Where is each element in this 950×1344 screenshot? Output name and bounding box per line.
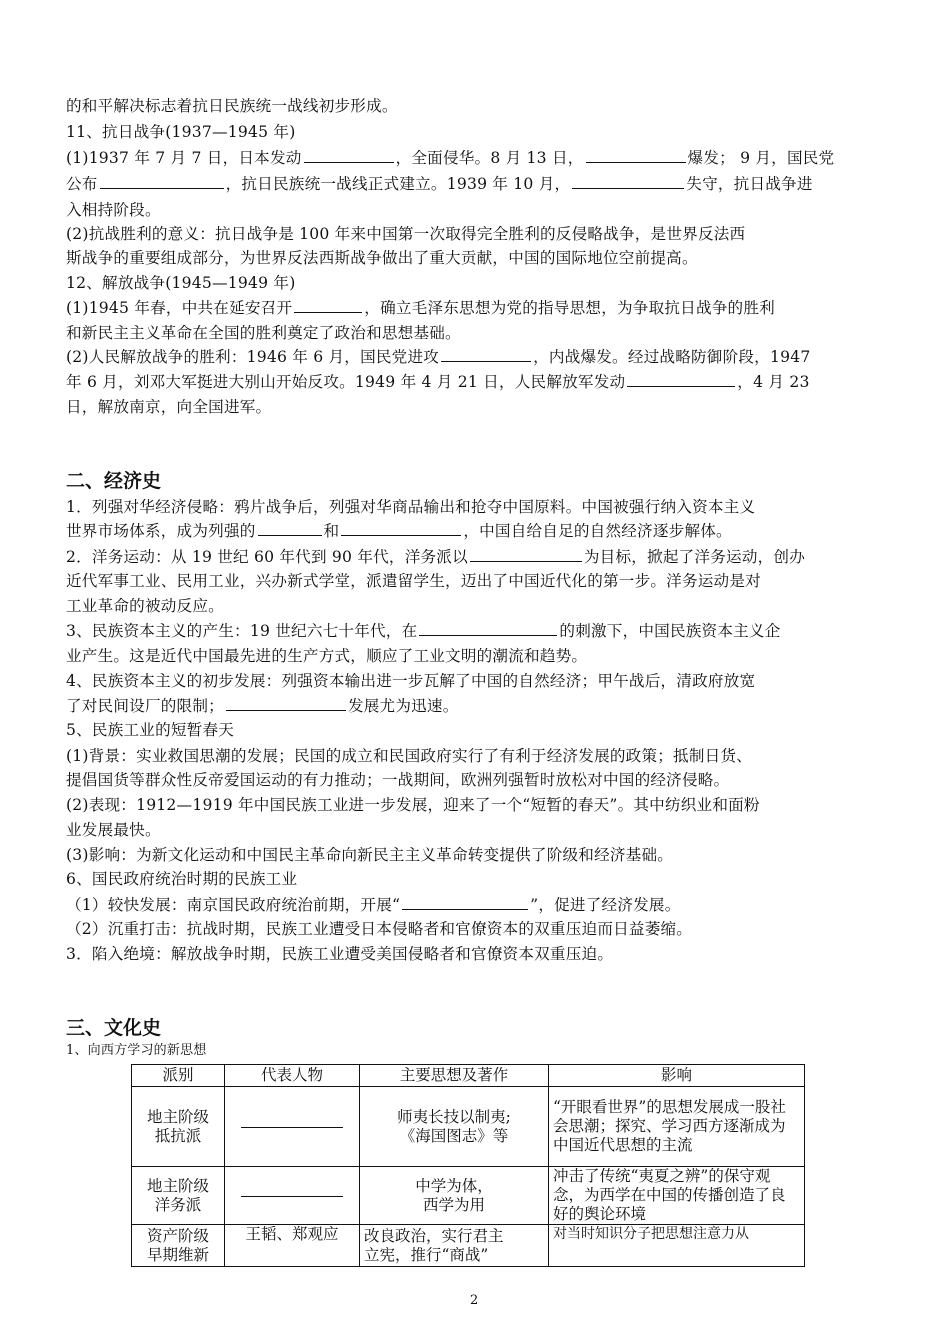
table-header-row [132,1065,805,1087]
fill-blank[interactable] [241,1195,343,1197]
fill-blank[interactable] [572,173,684,189]
person-cell: 王韬、郑观应 [225,1225,360,1267]
text-line: 2．洋务运动：从 19 世纪 60 年代到 90 年代，洋务派以 为目标，掀起了洋务运动，创办 [66,548,805,566]
text-line: (1)背景：实业救国思潮的发展；民国的成立和民国政府实行了有利于经济发展的政策；抵制日货、 [66,747,753,765]
table-row [132,1225,805,1267]
fill-blank[interactable] [441,346,531,362]
text-line: 年 6 月，刘邓大军挺进大别山开始反攻。1949 年 4 月 21 日，人民解放军发动 ，4 月 23 [66,373,810,391]
table-row [132,1167,805,1225]
fill-blank[interactable] [226,695,346,711]
impact-cell: 对当时知识分子把思想注意力从 [549,1225,805,1267]
text-line: 近代军事工业、民用工业，兴办新式学堂，派遣留学生，迈出了中国近代化的第一步。洋务运动是对 [66,572,761,590]
page-number: 2 [470,1293,479,1308]
text-line: (2)表现：1912—1919 年中国民族工业进一步发展，迎来了一个“短暂的春天”。其中纺织业和面粉 [66,796,760,814]
fill-blank[interactable] [470,546,582,562]
text-line: 入相持阶段。 [66,201,161,219]
column-header: 主要思想及著作 [360,1065,549,1087]
text-line: 6、国民政府统治时期的民族工业 [66,870,298,888]
text-line: 工业革命的被动反应。 [66,597,224,615]
fill-blank[interactable] [419,620,557,636]
fill-blank[interactable] [586,147,686,163]
text-line: 业发展最快。 [66,821,161,839]
thought-cell: 中学为体， 西学为用 [360,1167,549,1225]
table-row [132,1087,805,1167]
fill-blank[interactable] [304,147,394,163]
text-line: 3．陷入绝境：解放战争时期，民族工业遭受美国侵略者和官僚资本双重压迫。 [66,945,614,963]
section-heading-liberation-war: 12、解放战争(1945—1949 年) [66,274,296,292]
text-line: 日，解放南京，向全国进军。 [66,398,272,416]
fill-blank[interactable] [402,894,528,910]
fill-blank[interactable] [258,520,322,536]
text-line: 提倡国货等群众性反帝爱国运动的有力推动；一战期间，欧洲列强暂时放松对中国的经济侵略。 [66,771,730,789]
text-line: (2)人民解放战争的胜利：1946 年 6 月，国民党进攻 ，内战爆发。经过战略防御阶段，1947 [66,348,811,366]
text-line: 了对民间设厂的限制； 发展尤为迅速。 [66,697,459,715]
person-cell[interactable] [225,1087,360,1167]
column-header: 代表人物 [225,1065,360,1087]
fill-blank[interactable] [341,520,461,536]
text-line: （1）较快发展：南京国民政府统治前期，开展“ ”，促进了经济发展。 [66,896,681,914]
text-line: 业产生。这是近代中国最先进的生产方式，顺应了工业文明的潮流和趋势。 [66,647,588,665]
text-line: 公布 ，抗日民族统一战线正式建立。1939 年 10 月， 失守，抗日战争进 [66,175,813,193]
text-line: 世界市场体系，成为列强的 和 ，中国自给自足的自然经济逐步解体。 [66,522,732,540]
table-caption: 1、向西方学习的新思想 [66,1043,207,1058]
sect-cell: 地主阶级 抵抗派 [132,1087,225,1167]
impact-cell: 冲击了传统“夷夏之辨”的保守观念，为西学在中国的传播创造了良好的舆论环境 [549,1167,805,1225]
western-learning-table [131,1064,805,1267]
text-line: 4、民族资本主义的初步发展：列强资本输出进一步瓦解了中国的自然经济；甲午战后，清政府放宽 [66,672,756,690]
sect-cell: 资产阶级 早期维新 [132,1225,225,1267]
column-header: 影响 [549,1065,805,1087]
text-line: 3、民族资本主义的产生：19 世纪六七十年代，在 的刺激下，中国民族资本主义企 [66,622,781,640]
text-line: (3)影响：为新文化运动和中国民主革命向新民主主义革命转变提供了阶级和经济基础。 [66,846,674,864]
fill-blank[interactable] [294,297,362,313]
section-title-economic-history: 二、经济史 [66,470,162,492]
impact-cell: “开眼看世界”的思想发展成一股社会思潮；探究、学习西方逐渐成为中国近代思想的主流 [549,1087,805,1167]
text-line: (1)1945 年春，中共在延安召开 ，确立毛泽东思想为党的指导思想，为争取抗日战争的胜利 [66,299,775,317]
sect-cell: 地主阶级 洋务派 [132,1167,225,1225]
text-line: （2）沉重打击：抗战时期，民族工业遭受日本侵略者和官僚资本的双重压迫而日益萎缩。 [66,920,693,938]
text-line: 5、民族工业的短暂春天 [66,721,235,739]
text-line: 斯战争的重要组成部分，为世界反法西斯战争做出了重大贡献，中国的国际地位空前提高。 [66,249,698,267]
thought-cell: 改良政治，实行君主 立宪，推行“商战” [360,1225,549,1267]
thought-cell: 师夷长技以制夷; 《海国图志》等 [360,1087,549,1167]
text-line: 1．列强对华经济侵略：鸦片战争后，列强对华商品输出和抢夺中国原料。中国被强行纳入资本主义 [66,498,756,516]
section-title-cultural-history: 三、文化史 [66,1017,162,1039]
fill-blank[interactable] [100,173,224,189]
section-heading-anti-japanese-war: 11、抗日战争(1937—1945 年) [66,123,296,141]
text-line: 的和平解决标志着抗日民族统一战线初步形成。 [66,97,398,115]
text-line: 和新民主主义革命在全国的胜利奠定了政治和思想基础。 [66,324,461,342]
fill-blank[interactable] [241,1126,343,1128]
text-line: (2)抗战胜利的意义：抗日战争是 100 年来中国第一次取得完全胜利的反侵略战争，是世界反法西 [66,225,746,243]
column-header: 派别 [132,1065,225,1087]
person-cell[interactable] [225,1167,360,1225]
fill-blank[interactable] [627,371,735,387]
text-line: (1)1937 年 7 月 7 日，日本发动 ，全面侵华。8 月 13 日， 爆发； 9 月，国民党 [66,149,835,167]
